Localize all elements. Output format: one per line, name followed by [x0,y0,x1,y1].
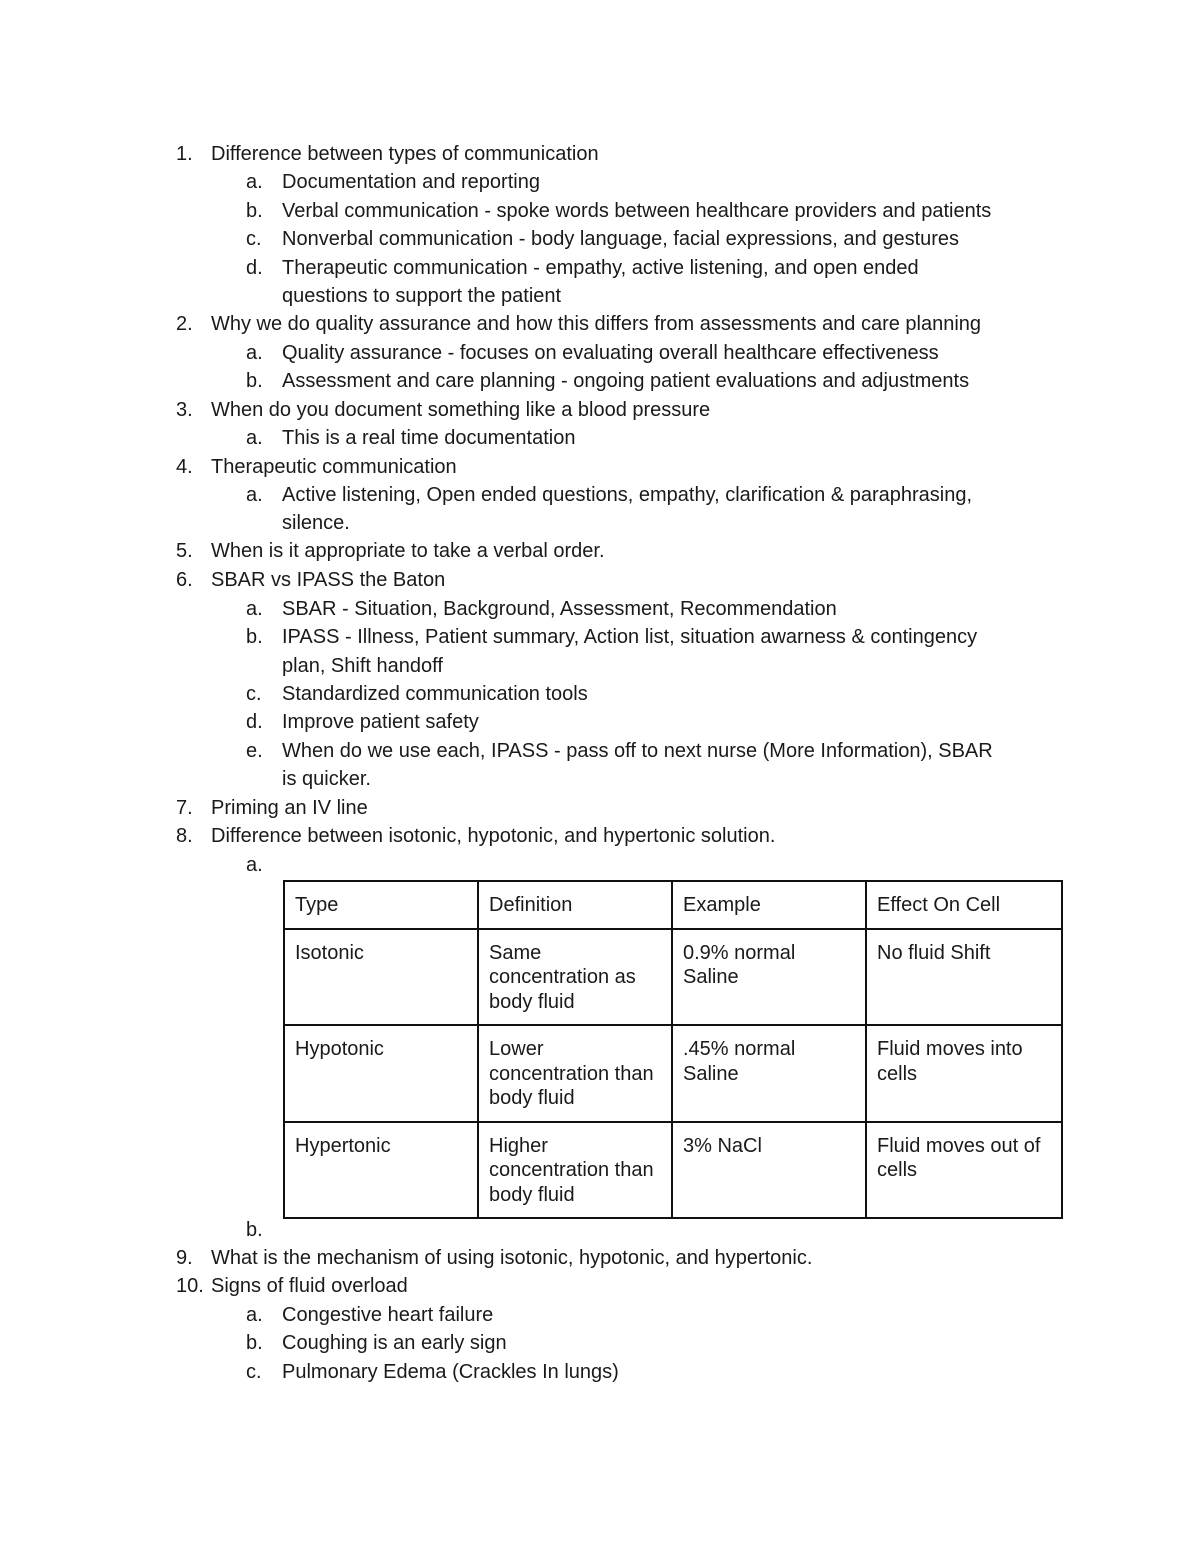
table-cell: Fluid moves out of cells [866,1122,1062,1219]
list-item-text: Standardized communication tools [282,683,588,705]
list-marker: a. [246,342,263,364]
list-marker: c. [246,1361,262,1383]
list-marker: b. [246,1219,263,1241]
list-marker: 8. [176,825,193,847]
list-marker: a. [246,484,263,506]
list-item-text: Nonverbal communication - body language, facial expressions, and gestures [282,228,960,250]
list-item-text: When is it appropriate to take a verbal order. [211,540,605,562]
list-item-text: Documentation and reporting [282,171,540,193]
list-item-text: Difference between types of communication [211,143,599,165]
list-item-text: Coughing is an early sign [282,1332,507,1354]
list-marker: 2. [176,313,193,335]
list-marker: b. [246,200,263,222]
table-cell: Lower concentration than body fluid [478,1025,672,1122]
list-item-text: silence. [282,512,350,534]
list-item-text: Active listening, Open ended questions, empathy, clarification & paraphrasing, [282,484,973,506]
table-header-cell: Effect On Cell [866,881,1062,929]
list-marker: 5. [176,540,193,562]
list-marker: c. [246,228,262,250]
solution-comparison-table [283,880,1063,1219]
list-marker: e. [246,740,263,762]
list-marker: a. [246,171,263,193]
table-cell: Higher concentration than body fluid [478,1122,672,1219]
list-marker: 9. [176,1247,193,1269]
list-item-text: This is a real time documentation [282,427,576,449]
list-item-text: questions to support the patient [282,285,562,307]
list-item-text: IPASS - Illness, Patient summary, Action list, situation awarness & contingency [282,626,978,648]
list-marker: 10. [176,1275,204,1297]
list-item-text: plan, Shift handoff [282,655,443,677]
table-cell: 3% NaCl [672,1122,866,1219]
table-cell: .45% normal Saline [672,1025,866,1122]
table-cell: Hypertonic [284,1122,478,1219]
list-item-text: Signs of fluid overload [211,1275,408,1297]
list-item-text: What is the mechanism of using isotonic, hypotonic, and hypertonic. [211,1247,813,1269]
list-item-text: Therapeutic communication [211,456,457,478]
list-marker: d. [246,257,263,279]
list-marker: c. [246,683,262,705]
list-item-text: Improve patient safety [282,711,479,733]
list-marker: 3. [176,399,193,421]
table-header-cell: Type [284,881,478,929]
list-marker: b. [246,626,263,648]
list-item-text: SBAR - Situation, Background, Assessment, Recommendation [282,598,837,620]
table-row [284,1122,1062,1219]
list-marker: 6. [176,569,193,591]
list-marker: a. [246,854,263,876]
list-item-text: Therapeutic communication - empathy, active listening, and open ended [282,257,919,279]
list-marker: 7. [176,797,193,819]
table-cell: Same concentration as body fluid [478,929,672,1026]
list-item-text: SBAR vs IPASS the Baton [211,569,446,591]
list-marker: d. [246,711,263,733]
list-item-text: When do we use each, IPASS - pass off to next nurse (More Information), SBAR [282,740,993,762]
list-item-text: Congestive heart failure [282,1304,494,1326]
table-cell: Hypotonic [284,1025,478,1122]
list-marker: a. [246,427,263,449]
list-item-text: Difference between isotonic, hypotonic, and hypertonic solution. [211,825,776,847]
list-item-text: Priming an IV line [211,797,368,819]
table-header-cell: Example [672,881,866,929]
list-marker: 4. [176,456,193,478]
list-marker: a. [246,598,263,620]
table-cell: Isotonic [284,929,478,1026]
list-item-text: Quality assurance - focuses on evaluating overall healthcare effectiveness [282,342,939,364]
list-item-text: Verbal communication - spoke words between healthcare providers and patients [282,200,992,222]
table-cell: 0.9% normal Saline [672,929,866,1026]
list-marker: b. [246,1332,263,1354]
list-item-text: Pulmonary Edema (Crackles In lungs) [282,1361,619,1383]
table-header-row [284,881,1062,929]
list-item-text: Why we do quality assurance and how this differs from assessments and care planning [211,313,982,335]
list-marker: b. [246,370,263,392]
list-item-text: Assessment and care planning - ongoing patient evaluations and adjustments [282,370,970,392]
list-item-text: is quicker. [282,768,371,790]
list-item-text: When do you document something like a blood pressure [211,399,711,421]
list-marker: a. [246,1304,263,1326]
table-cell: No fluid Shift [866,929,1062,1026]
table-row [284,929,1062,1026]
table-header-cell: Definition [478,881,672,929]
list-marker: 1. [176,143,193,165]
table-cell: Fluid moves into cells [866,1025,1062,1122]
table-row [284,1025,1062,1122]
